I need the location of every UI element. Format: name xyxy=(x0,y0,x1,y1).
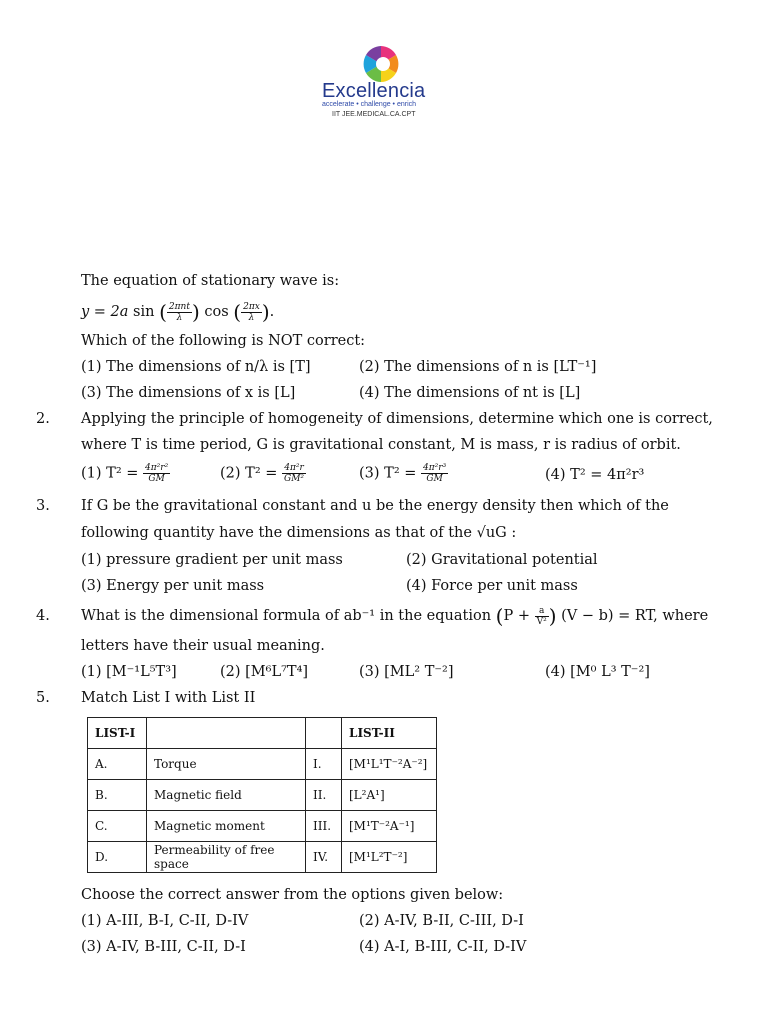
q5-line-1: Match List I with List II xyxy=(81,690,256,706)
table-cell: Permeability of free space xyxy=(147,842,306,873)
q5-choose: Choose the correct answer from the options given below: xyxy=(81,887,504,903)
q1-eq-y: y = 2a xyxy=(81,304,129,320)
table-row xyxy=(88,842,437,873)
q3-option-1: (1) pressure gradient per unit mass xyxy=(81,552,343,568)
table-cell: I. xyxy=(306,749,342,780)
table-header-blank xyxy=(306,718,342,749)
q5-option-3: (3) A-IV, B-III, C-II, D-I xyxy=(81,939,246,955)
brand-name: Excellencia xyxy=(322,80,426,102)
q1-question: Which of the following is NOT correct: xyxy=(81,333,366,349)
q3-line-1: If G be the gravitational constant and u be the energy density then which of the xyxy=(81,498,669,514)
q1-option-1: (1) The dimensions of n/λ is [T] xyxy=(81,359,311,375)
table-header-row xyxy=(88,718,437,749)
q4-line-2: letters have their usual meaning. xyxy=(81,638,325,654)
table-cell: Magnetic field xyxy=(147,780,306,811)
q3-option-3: (3) Energy per unit mass xyxy=(81,578,265,594)
q4-option-3: (3) [ML² T⁻²] xyxy=(359,664,454,680)
q2-option-1: (1) T² = $\frac{\text{4π²r²}}{GM}$ xyxy=(81,463,169,484)
table-cell: C. xyxy=(88,811,147,842)
table-cell: Torque xyxy=(147,749,306,780)
q4-number: 4. xyxy=(36,608,50,624)
table-header-blank xyxy=(147,718,306,749)
q1-option-4: (4) The dimensions of nt is [L] xyxy=(359,385,581,401)
table-row xyxy=(88,749,437,780)
q3-line-2: following quantity have the dimensions as that of the √uG : xyxy=(81,525,517,541)
table-cell: Magnetic moment xyxy=(147,811,306,842)
q2-number: 2. xyxy=(36,411,50,427)
match-table xyxy=(87,717,437,873)
q4-option-2: (2) [M⁶L⁷T⁴] xyxy=(220,664,309,680)
table-cell: [M¹T⁻²A⁻¹] xyxy=(342,811,437,842)
q2-option-2: (2) T² = $\frac{\text{4π²r}}{\text{GM²}}$ xyxy=(220,463,305,484)
table-cell: A. xyxy=(88,749,147,780)
q4-line-1: What is the dimensional formula of ab⁻¹ in the equation (P + $\frac{a}{\text{V²}}$ ) (V − b) = RT, where xyxy=(81,604,709,628)
table-cell: IV. xyxy=(306,842,342,873)
table-cell: [L²A¹] xyxy=(342,780,437,811)
brand-tagline: accelerate • challenge • enrich xyxy=(322,101,417,108)
brand-subtitle: IIT JEE.MEDICAL.CA.CPT xyxy=(332,111,416,118)
q5-option-1: (1) A-III, B-I, C-II, D-IV xyxy=(81,913,249,929)
q3-number: 3. xyxy=(36,498,50,514)
q3-option-4: (4) Force per unit mass xyxy=(406,578,578,594)
q5-number: 5. xyxy=(36,690,50,706)
q5-option-4: (4) A-I, B-III, C-II, D-IV xyxy=(359,939,527,955)
q1-intro: The equation of stationary wave is: xyxy=(81,273,340,289)
q1-option-2: (2) The dimensions of n is [LT⁻¹] xyxy=(359,359,597,375)
q1-frac-2: $\frac{2\pi x}{\lambda}$ xyxy=(243,301,260,323)
table-row xyxy=(88,780,437,811)
q2-line-2: where T is time period, G is gravitational constant, M is mass, r is radius of orbit. xyxy=(81,437,681,453)
table-cell: II. xyxy=(306,780,342,811)
q4-option-1: (1) [M⁻¹L⁵T³] xyxy=(81,664,177,680)
q1-frac-1: $\frac{\text{2πnt}}{\lambda}$ xyxy=(168,301,190,323)
table-cell: B. xyxy=(88,780,147,811)
q2-option-3: (3) T² = $\frac{\text{4π²r³}}{GM}$ xyxy=(359,463,447,484)
q2-line-1: Applying the principle of homogeneity of dimensions, determine which one is correct, xyxy=(81,411,713,427)
q1-equation: y = 2a sin ( $\frac{\text{2πnt}}{\lambda}$ ) cos ( $\frac{2\pi x}{\lambda}$ ). xyxy=(81,300,275,324)
q2-option-4: (4) T² = 4π²r³ xyxy=(545,467,645,483)
table-cell: [M¹L²T⁻²] xyxy=(342,842,437,873)
q3-option-2: (2) Gravitational potential xyxy=(406,552,598,568)
table-cell: III. xyxy=(306,811,342,842)
q5-option-2: (2) A-IV, B-II, C-III, D-I xyxy=(359,913,524,929)
table-cell: [M¹L¹T⁻²A⁻²] xyxy=(342,749,437,780)
table-header-list-2: LIST-II xyxy=(342,718,437,749)
q1-eq-cos: cos xyxy=(204,304,229,320)
table-cell: D. xyxy=(88,842,147,873)
q1-option-3: (3) The dimensions of x is [L] xyxy=(81,385,296,401)
table-row xyxy=(88,811,437,842)
q4-option-4: (4) [M⁰ L³ T⁻²] xyxy=(545,664,650,680)
q1-eq-sin: sin xyxy=(133,304,155,320)
table-header-list-1: LIST-I xyxy=(88,718,147,749)
